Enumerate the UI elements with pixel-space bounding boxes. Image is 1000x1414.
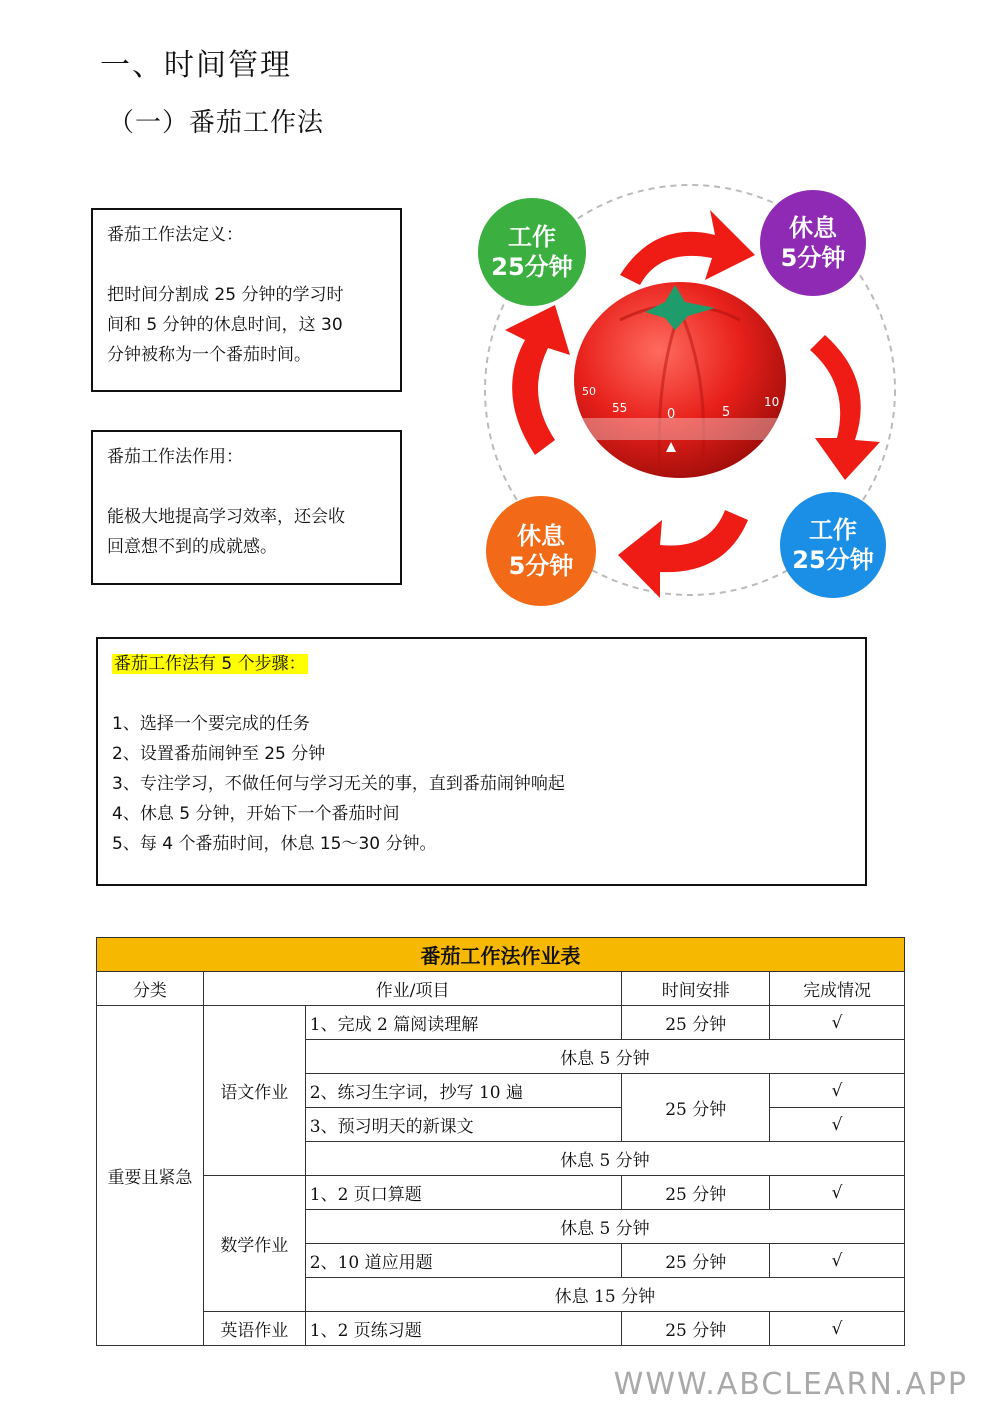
task-cell: 2、练习生字词，抄写 10 遍 <box>305 1074 622 1108</box>
effect-line: 能极大地提高学习效率，还会收 <box>107 507 345 527</box>
break-cell: 休息 5 分钟 <box>305 1142 904 1176</box>
rest-bubble-bottom-left <box>486 496 596 606</box>
group-math: 数学作业 <box>203 1176 305 1312</box>
time-cell: 25 分钟 <box>622 1244 770 1278</box>
break-cell: 休息 5 分钟 <box>305 1040 904 1074</box>
definition-line: 把时间分割成 25 分钟的学习时 <box>107 285 344 305</box>
effect-line: 回意想不到的成就感。 <box>107 537 277 557</box>
tomato-timer-icon <box>574 282 786 478</box>
category-cell: 重要且紧急 <box>97 1006 204 1346</box>
bubble-line: 工作 <box>809 516 857 544</box>
effect-title: 番茄工作法作用： <box>107 447 243 467</box>
effect-box <box>91 430 402 585</box>
header-task: 作业/项目 <box>203 972 621 1006</box>
done-cell: √ <box>770 1244 905 1278</box>
table-title: 番茄工作法作业表 <box>97 938 905 972</box>
step-item: 2、设置番茄闹钟至 25 分钟 <box>112 744 326 764</box>
definition-line: 间和 5 分钟的休息时间，这 30 <box>107 315 343 335</box>
work-bubble-top-left <box>478 198 586 306</box>
dial-label: 55 <box>612 401 628 415</box>
definition-title: 番茄工作法定义： <box>107 225 243 245</box>
definition-box <box>91 208 402 392</box>
task-cell: 1、2 页练习题 <box>305 1312 622 1346</box>
done-cell: √ <box>770 1108 905 1142</box>
time-cell: 25 分钟 <box>622 1006 770 1040</box>
step-item: 3、专注学习，不做任何与学习无关的事，直到番茄闹钟响起 <box>112 774 565 794</box>
dial-label: 0 <box>667 407 676 422</box>
group-english: 英语作业 <box>203 1312 305 1346</box>
bubble-line: 25分钟 <box>792 546 874 574</box>
rest-bubble-top-right <box>760 190 866 296</box>
section-title: （一）番茄工作法 <box>108 108 325 138</box>
header-time: 时间安排 <box>622 972 770 1006</box>
arrow-bottom <box>618 510 748 598</box>
group-chinese: 语文作业 <box>203 1006 305 1176</box>
table-row <box>97 1176 905 1210</box>
bubble-line: 5分钟 <box>508 552 574 580</box>
break-cell: 休息 15 分钟 <box>305 1278 904 1312</box>
done-cell: √ <box>770 1006 905 1040</box>
bubble-line: 休息 <box>517 522 565 550</box>
done-cell: √ <box>770 1312 905 1346</box>
table-row <box>97 1312 905 1346</box>
dial-label: 10 <box>764 395 780 409</box>
bubble-line: 5分钟 <box>780 244 846 272</box>
arrow-top <box>620 210 755 285</box>
header-status: 完成情况 <box>770 972 905 1006</box>
definition-line: 分钟被称为一个番茄时间。 <box>107 345 311 365</box>
arrow-right <box>810 335 880 480</box>
task-cell: 2、10 道应用题 <box>305 1244 622 1278</box>
work-bubble-bottom-right <box>780 492 886 598</box>
dial-label: 50 <box>582 385 596 398</box>
bubble-line: 工作 <box>508 223 556 251</box>
pomodoro-cycle-diagram <box>470 180 910 610</box>
header-category: 分类 <box>97 972 204 1006</box>
watermark: WWW.ABCLEARN.APP <box>613 1367 968 1402</box>
arrow-left <box>505 305 570 455</box>
steps-title: 番茄工作法有 5 个步骤： <box>114 654 306 674</box>
table-row <box>97 1006 905 1040</box>
dial-label: 5 <box>722 405 731 420</box>
time-cell: 25 分钟 <box>622 1176 770 1210</box>
page-title: 一、时间管理 <box>100 48 292 83</box>
bubble-line: 休息 <box>789 214 837 242</box>
time-cell: 25 分钟 <box>622 1312 770 1346</box>
done-cell: √ <box>770 1074 905 1108</box>
steps-box <box>96 637 867 886</box>
step-item: 5、每 4 个番茄时间，休息 15～30 分钟。 <box>112 834 437 854</box>
task-cell: 1、2 页口算题 <box>305 1176 622 1210</box>
task-cell: 3、预习明天的新课文 <box>305 1108 622 1142</box>
pomodoro-worksheet-table <box>96 937 905 1346</box>
time-cell: 25 分钟 <box>622 1074 770 1142</box>
step-item: 1、选择一个要完成的任务 <box>112 714 310 734</box>
bubble-line: 25分钟 <box>491 253 573 281</box>
task-cell: 1、完成 2 篇阅读理解 <box>305 1006 622 1040</box>
step-item: 4、休息 5 分钟，开始下一个番茄时间 <box>112 804 400 824</box>
break-cell: 休息 5 分钟 <box>305 1210 904 1244</box>
done-cell: √ <box>770 1176 905 1210</box>
